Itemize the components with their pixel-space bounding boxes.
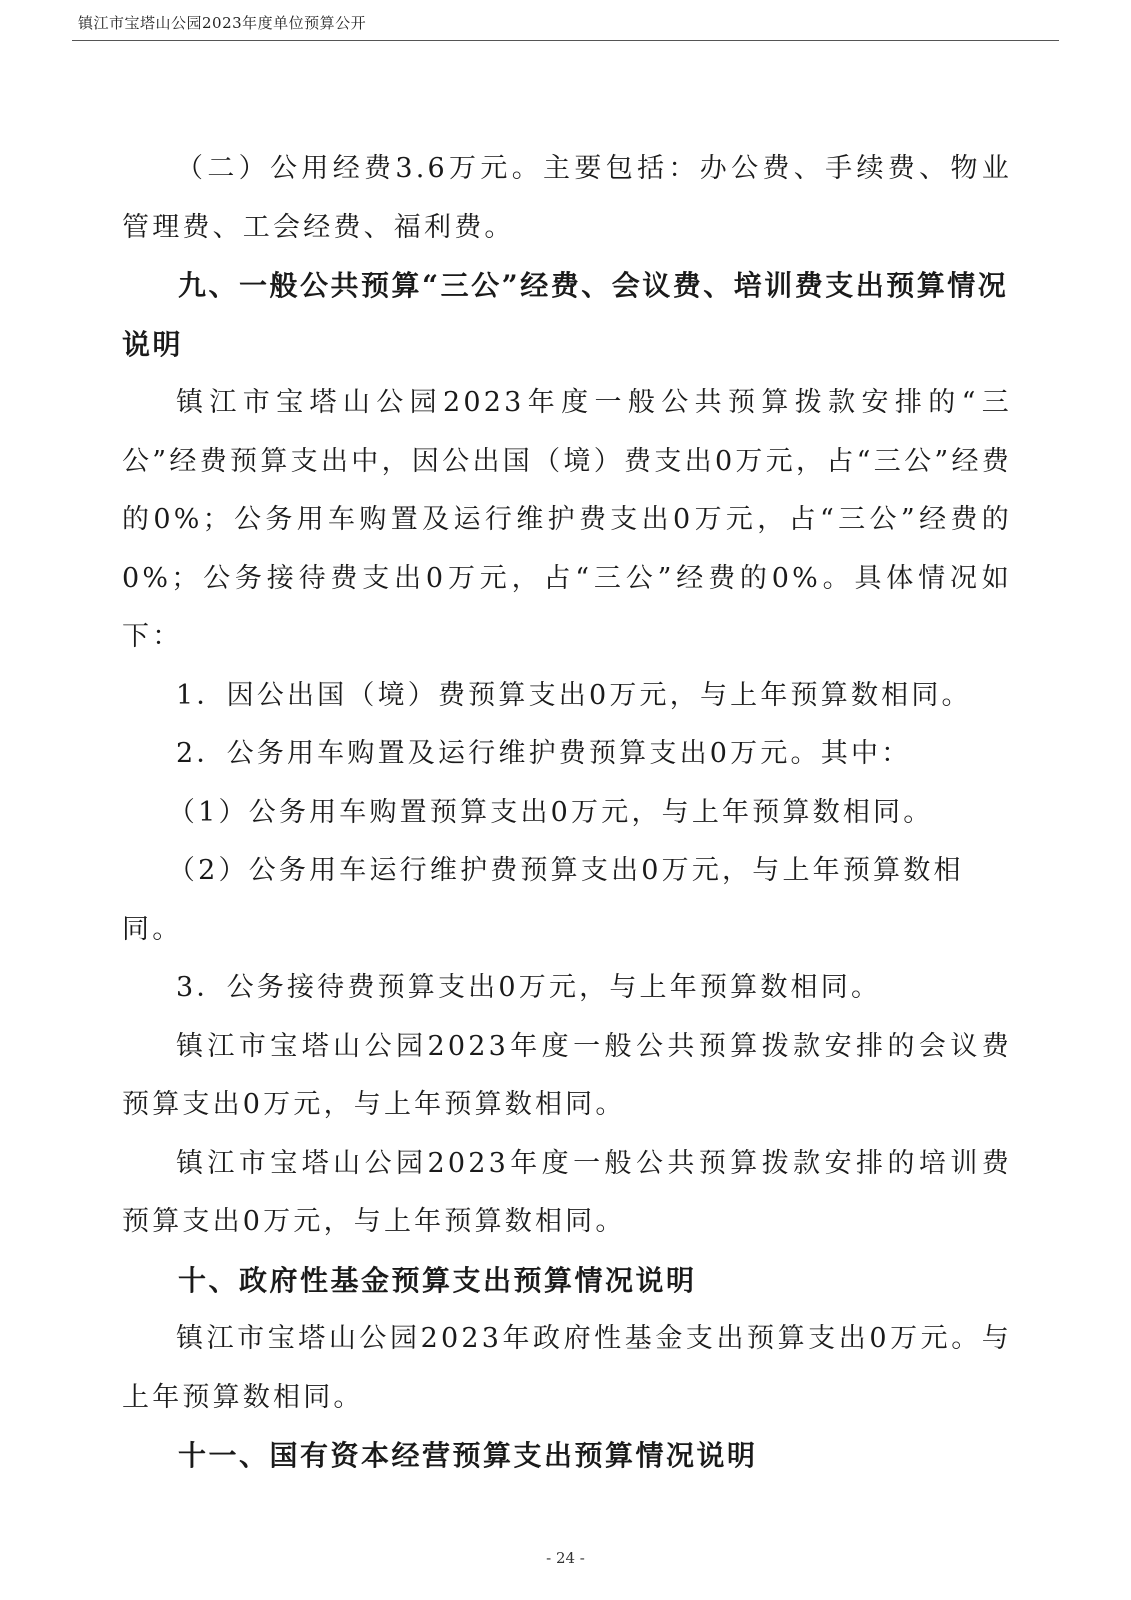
header-divider	[72, 40, 1059, 41]
paragraph-public-expense: （二）公用经费3.6万元。主要包括：办公费、手续费、物业管理费、工会经费、福利费。	[122, 153, 1012, 243]
list-item-3: 3．公务接待费预算支出0万元，与上年预算数相同。	[176, 972, 882, 1003]
paragraph-meeting-fee: 镇江市宝塔山公园2023年度一般公共预算拨款安排的会议费预算支出0万元，与上年预算数相同。	[122, 1030, 1012, 1120]
running-header: 镇江市宝塔山公园2023年度单位预算公开	[78, 14, 367, 32]
list-item-1: 1．因公出国（境）费预算支出0万元，与上年预算数相同。	[176, 679, 972, 711]
paragraph-training-fee: 镇江市宝塔山公园2023年度一般公共预算拨款安排的培训费预算支出0万元，与上年预算数相同。	[122, 1147, 1012, 1237]
list-subitem-2-1: （1）公务用车购置预算支出0万元，与上年预算数相同。	[167, 796, 934, 828]
document-body	[122, 140, 1012, 1486]
list-subitem-2-2: （2）公务用车运行维护费预算支出0万元，与上年预算数相同。	[122, 855, 964, 945]
section-heading-10: 十、政府性基金预算支出预算情况说明	[178, 1263, 697, 1297]
paragraph-gov-fund: 镇江市宝塔山公园2023年政府性基金支出预算支出0万元。与上年预算数相同。	[122, 1323, 1012, 1413]
section-heading-11: 十一、国有资本经营预算支出预算情况说明	[178, 1439, 758, 1472]
section-heading-9: 九、一般公共预算“三公”经费、会议费、培训费支出预算情况说明	[122, 269, 1009, 361]
list-item-2: 2．公务用车购置及运行维护费预算支出0万元。其中：	[176, 738, 912, 769]
page-number: - 24 -	[546, 1549, 585, 1567]
paragraph-sangong-summary: 镇江市宝塔山公园2023年度一般公共预算拨款安排的“三公”经费预算支出中，因公出国（境）费支出0万元，占“三公”经费的0%；公务用车购置及运行维护费支出0万元，占“三公”经费的0%；公务接待费支出0万元，占“三公”经费的0%。具体情况如下：	[122, 387, 1012, 652]
